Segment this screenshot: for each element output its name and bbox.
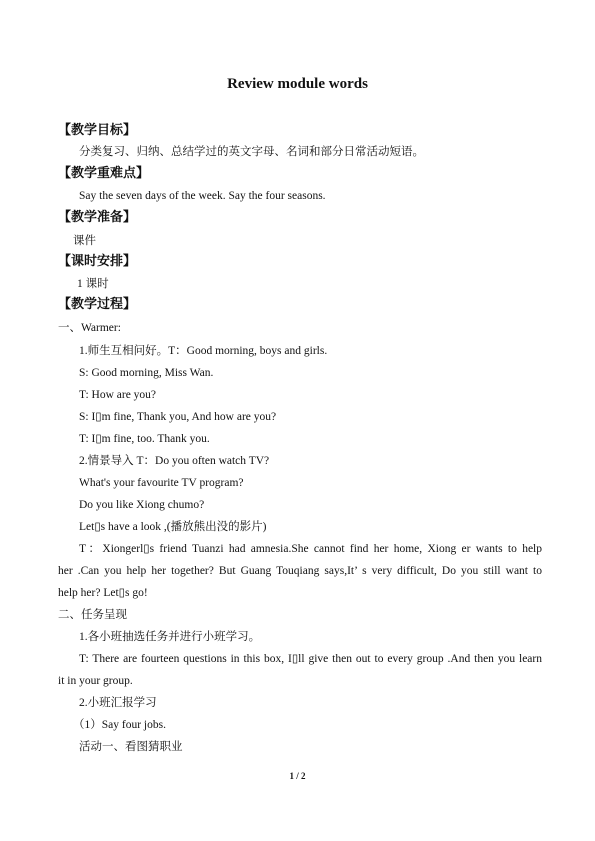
process-line: What's your favourite TV program? xyxy=(79,477,244,489)
section-heading-process: 【教学过程】 xyxy=(58,297,137,312)
process-line: Do you like Xiong chumo? xyxy=(79,499,205,511)
section-heading-key-points: 【教学重难点】 xyxy=(58,166,150,181)
process-line: 2.情景导入 T：Do you often watch TV? xyxy=(79,455,270,467)
process-line: （1）Say four jobs. xyxy=(73,719,166,731)
process-line: 1.师生互相问好。T：Good morning, boys and girls. xyxy=(79,345,328,357)
process-line: 1.各小班抽选任务并进行小班学习。 xyxy=(79,631,261,643)
process-paragraph-line: T：Xiongerl▯s friend Tuanzi had amnesia.She cannot find her home, Xiong er wants to help xyxy=(79,543,542,555)
process-line: T: I▯m fine, too. Thank you. xyxy=(79,433,210,445)
process-paragraph-line: help her? Let▯s go! xyxy=(58,587,148,599)
process-line: S: Good morning, Miss Wan. xyxy=(79,367,214,379)
section-heading-objectives: 【教学目标】 xyxy=(58,123,137,138)
objectives-text: 分类复习、归纳、总结学过的英文字母、名词和部分日常活动短语。 xyxy=(79,146,424,158)
process-line: 2.小班汇报学习 xyxy=(79,697,157,709)
schedule-text: 1 课时 xyxy=(77,278,109,290)
key-points-text: Say the seven days of the week. Say the four seasons. xyxy=(79,190,326,202)
process-line: 活动一、看图猜职业 xyxy=(79,741,183,753)
document-title: Review module words xyxy=(227,76,368,92)
process-paragraph-line: T: There are fourteen questions in this box, I▯ll give then out to every group .And then you learn xyxy=(79,653,542,665)
process-line: S: I▯m fine, Thank you, And how are you? xyxy=(79,411,277,423)
process-paragraph-line: her .Can you help her together? But Guang Touqiang says,It’ s very difficult, Do you still want to xyxy=(58,565,542,577)
process-step-1-heading: 一、Warmer: xyxy=(58,322,121,334)
process-line: Let▯s have a look ,(播放熊出没的影片) xyxy=(79,521,267,533)
preparation-text: 课件 xyxy=(73,235,96,247)
section-heading-schedule: 【课时安排】 xyxy=(58,254,137,269)
process-step-2-heading: 二、任务呈现 xyxy=(58,609,127,621)
process-paragraph-line: it in your group. xyxy=(58,675,133,687)
process-line: T: How are you? xyxy=(79,389,157,401)
section-heading-preparation: 【教学准备】 xyxy=(58,210,137,225)
page-number: 1 / 2 xyxy=(289,771,306,781)
